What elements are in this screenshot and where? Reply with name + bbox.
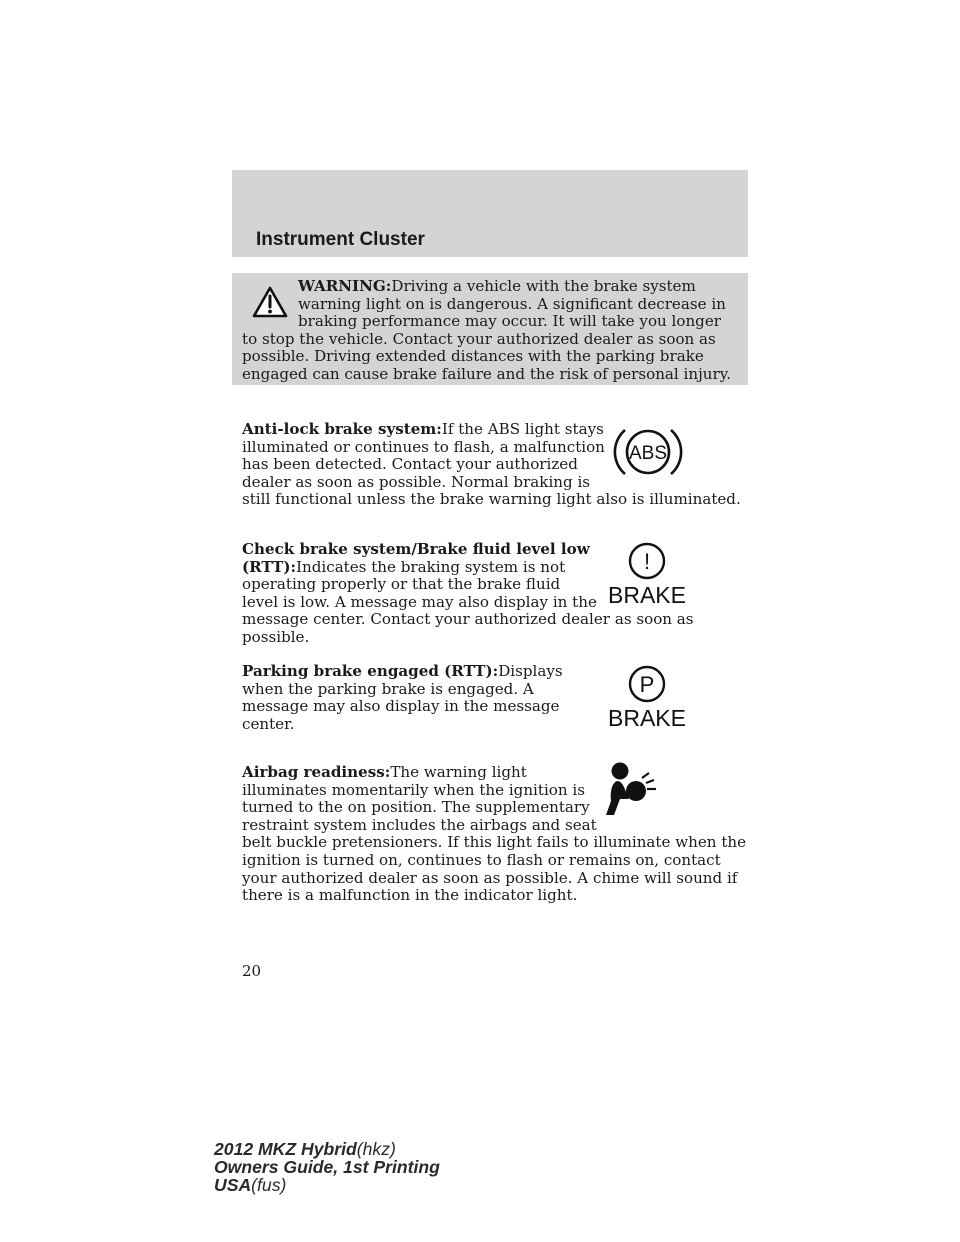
parking-lead: Parking brake engaged (RTT): — [242, 662, 499, 680]
brake-warning-icon — [600, 541, 696, 607]
airbag-section — [242, 764, 752, 905]
airbag-lead: Airbag readiness: — [242, 763, 391, 781]
brake-icon-label: BRAKE — [608, 582, 686, 607]
footer-edition: Owners Guide, 1st Printing — [214, 1157, 440, 1177]
footer-market: USA — [214, 1175, 252, 1195]
abs-text: If the ABS light stays illuminated or continues to flash, a malfunction has been detected. Contact your authorized dealer as soon as possible. Normal braking is still functional unless the brake warning light also is illuminated. — [242, 420, 741, 509]
warning-text: Driving a vehicle with the brake system warning light on is dangerous. A significant decrease in braking performance may occur. It will take you longer to stop the vehicle. Contact your authorized dealer as soon as possible. Driving extended distances with the parking brake engaged can cause brake failure and the risk of personal injury. — [242, 277, 732, 383]
section-header — [232, 170, 748, 257]
airbag-text: The warning light illuminates momentarily when the ignition is turned to the on position. The supplementary restraint system includes the airbags and seat belt buckle pretensioners. If this light fails to illuminate when the ignition is turned on, continues to flash or remains on, contact your authorized dealer as soon as possible. A chime will sound if there is a malfunction in the indicator light. — [242, 763, 747, 905]
parking-brake-section — [242, 663, 752, 733]
abs-lead: Anti-lock brake system: — [242, 420, 442, 438]
abs-warning-icon — [612, 423, 684, 481]
print-footer — [214, 1140, 440, 1194]
brake-icon-symbol: ! — [643, 549, 651, 574]
warning-lead: WARNING: — [298, 277, 392, 295]
parking-text: Displays when the parking brake is engaged. A message may also display in the message center. — [242, 662, 563, 733]
abs-icon-label: ABS — [628, 443, 668, 464]
parking-brake-icon — [600, 664, 696, 730]
brake-fluid-section — [242, 541, 752, 647]
warning-box — [232, 273, 748, 385]
parking-icon-label: BRAKE — [608, 705, 686, 730]
footer-line-3 — [214, 1176, 440, 1194]
footer-line-1 — [214, 1140, 440, 1158]
footer-model-code: (hkz) — [356, 1139, 396, 1159]
page-title: Instrument Cluster — [256, 229, 425, 250]
airbag-icon — [602, 761, 662, 817]
parking-icon-symbol: P — [639, 672, 655, 697]
footer-model: 2012 MKZ Hybrid — [214, 1139, 357, 1159]
abs-section — [242, 421, 752, 509]
brake-text: Indicates the braking system is not operating properly or that the brake fluid level is low. A message may also display in the message center. Contact your authorized dealer as soon as possible. — [242, 557, 694, 646]
warning-triangle-icon — [252, 286, 288, 318]
footer-line-2 — [214, 1158, 440, 1176]
footer-market-code: (fus) — [251, 1175, 287, 1195]
page-number: 20 — [242, 962, 262, 980]
brake-lead: Check brake system/Brake fluid level low (RTT): — [242, 540, 590, 576]
